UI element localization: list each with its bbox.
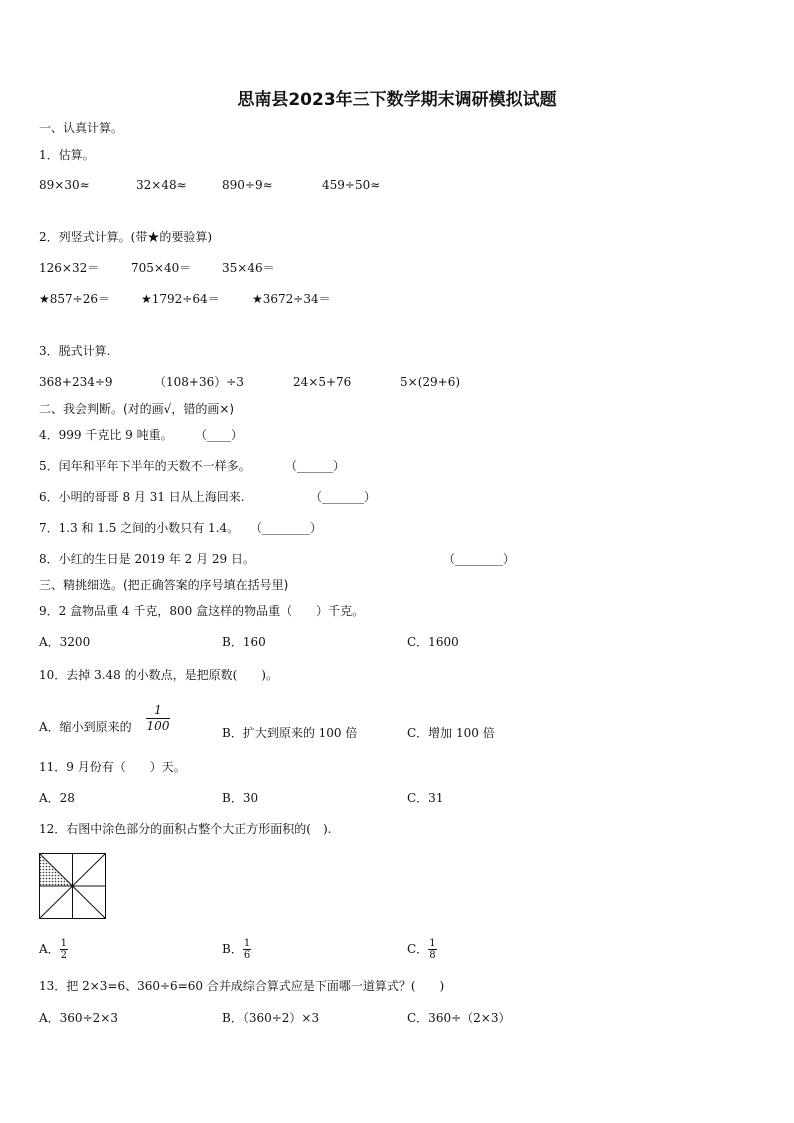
estimate-item: 32×48≈ — [136, 178, 187, 192]
option-b-label: B． — [222, 942, 243, 956]
fraction-denominator: 6 — [243, 950, 251, 961]
option-c[interactable]: C．360÷（2×3） — [407, 1011, 511, 1025]
question-13-text: 13．把 2×3=6、360÷6=60 合并成综合算式应是下面哪一道算式？( ) — [39, 979, 445, 993]
question-10-text: 10．去掉 3.48 的小数点，是把原数( )。 — [39, 668, 278, 682]
answer-blank[interactable]: （________） — [250, 521, 323, 535]
section-heading-1: 一、认真计算。 — [39, 121, 124, 135]
fraction-numerator: 1 — [429, 938, 436, 949]
fraction-numerator: 1 — [60, 938, 68, 949]
option-a[interactable] — [39, 720, 132, 734]
option-b[interactable] — [222, 934, 251, 964]
answer-blank[interactable]: （_______） — [310, 490, 377, 504]
fraction — [60, 938, 68, 961]
option-a[interactable]: A．3200 — [39, 635, 91, 649]
option-a-label: A． — [39, 942, 60, 956]
option-c[interactable]: C．31 — [407, 791, 444, 805]
vertical-calc-check-item: ★857÷26＝ — [39, 292, 110, 306]
fraction-denominator: 100 — [146, 719, 170, 733]
step-calc-item: 368+234÷9 — [39, 375, 113, 389]
option-c[interactable]: C．增加 100 倍 — [407, 726, 495, 740]
question-2-label: 2．列竖式计算。(带★的要验算) — [39, 230, 212, 244]
step-calc-item: 5×(29+6) — [400, 375, 461, 389]
option-a[interactable] — [39, 934, 68, 964]
question-12-text: 12．右图中涂色部分的面积占整个大正方形面积的( ). — [39, 822, 332, 836]
option-b[interactable]: B．30 — [222, 791, 259, 805]
vertical-calc-item: 705×40＝ — [131, 261, 192, 275]
question-8-text: 8．小红的生日是 2019 年 2 月 29 日。 — [39, 552, 255, 566]
option-c[interactable]: C．1600 — [407, 635, 459, 649]
estimate-item: 459÷50≈ — [322, 178, 381, 192]
vertical-calc-item: 126×32＝ — [39, 261, 100, 275]
answer-blank[interactable]: （______） — [285, 459, 346, 473]
fraction — [428, 938, 436, 961]
page-title: 思南县2023年三下数学期末调研模拟试题 — [237, 90, 557, 110]
estimate-item: 89×30≈ — [39, 178, 90, 192]
option-c[interactable] — [407, 934, 437, 964]
vertical-calc-item: 35×46＝ — [222, 261, 275, 275]
option-c-label: C． — [407, 942, 429, 956]
square-figure — [39, 853, 106, 919]
fraction-numerator: 1 — [154, 703, 162, 717]
fraction-denominator: 2 — [60, 950, 68, 961]
question-1-label: 1．估算。 — [39, 148, 95, 162]
option-a-label: A．缩小到原来的 — [39, 720, 132, 734]
answer-blank[interactable]: （____） — [195, 428, 244, 442]
question-5-text: 5．闰年和平年下半年的天数不一样多。 — [39, 459, 251, 473]
fraction-numerator: 1 — [243, 938, 251, 949]
section-heading-3: 三、精挑细选。(把正确答案的序号填在括号里) — [39, 578, 289, 592]
step-calc-item: （108+36）÷3 — [154, 375, 244, 389]
step-calc-item: 24×5+76 — [293, 375, 352, 389]
vertical-calc-check-item: ★3672÷34＝ — [252, 292, 331, 306]
option-a[interactable]: A．28 — [39, 791, 75, 805]
question-11-text: 11．9 月份有（ ）天。 — [39, 760, 186, 774]
vertical-calc-check-item: ★1792÷64＝ — [141, 292, 220, 306]
option-b[interactable]: B．扩大到原来的 100 倍 — [222, 726, 358, 740]
option-b[interactable]: B．160 — [222, 635, 266, 649]
question-6-text: 6．小明的哥哥 8 月 31 日从上海回来. — [39, 490, 245, 504]
question-4-text: 4．999 千克比 9 吨重。 — [39, 428, 173, 442]
fraction — [243, 938, 251, 961]
option-b[interactable]: B．（360÷2）×3 — [222, 1011, 320, 1025]
option-a[interactable]: A．360÷2×3 — [39, 1011, 118, 1025]
section-heading-2: 二、我会判断。(对的画√，错的画×) — [39, 402, 235, 416]
fraction-denominator: 8 — [429, 950, 436, 961]
question-9-text: 9．2 盒物品重 4 千克，800 盒这样的物品重（ ）千克。 — [39, 604, 365, 618]
estimate-item: 890÷9≈ — [222, 178, 273, 192]
answer-blank[interactable]: （________） — [443, 552, 516, 566]
question-7-text: 7．1.3 和 1.5 之间的小数只有 1.4。 — [39, 521, 240, 535]
question-3-label: 3．脱式计算. — [39, 344, 111, 358]
